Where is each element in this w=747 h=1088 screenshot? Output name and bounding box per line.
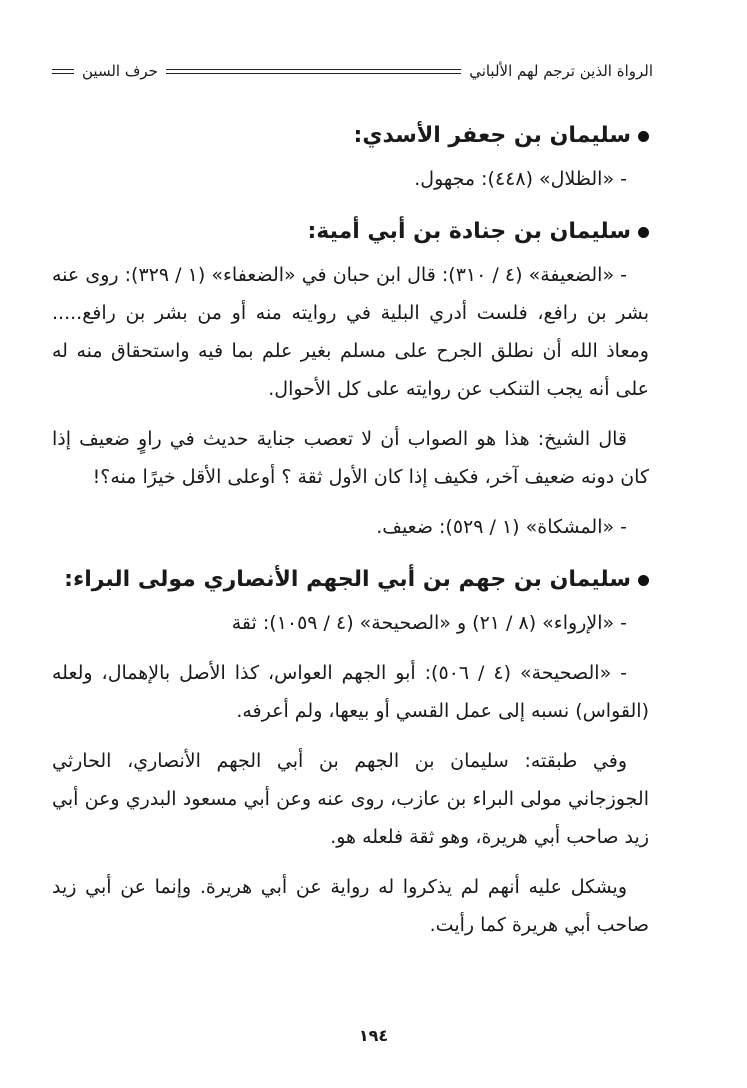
page-body [52,110,649,944]
header-mark [52,69,74,74]
entry-paragraph: - «الظلال» (٤٤٨): مجهول. [414,168,627,190]
header-rule [166,69,461,74]
section-title: حرف السين [82,62,158,80]
entry-heading [52,114,649,158]
entry-heading [52,558,649,602]
entry-paragraph: وفي طبقته: سليمان بن الجهم بن أبي الجهم الأنصاري، الحارثي الجوزجاني مولى البراء بن عازب، روى عنه وعن أبي مسعود البدري وعن أبي زيد صاحب أبي هريرة، وهو ثقة فلعله هو. [52,750,649,848]
entry-name: سليمان بن جهم بن أبي الجهم الأنصاري مولى البراء: [64,567,631,592]
bullet-icon [638,227,649,238]
entry-paragraph: - «الضعيفة» (٤ / ٣١٠): قال ابن حبان في «الضعفاء» (١ / ٣٢٩): روى عنه بشر بن رافع، فلست أدري البلية في روايته منه أو من بشر بن رافع..... ومعاذ الله أن نطلق الجرح على مسلم بغير علم بما فيه واستحقاق منه له على أنه يجب التنكب عن روايته على كل الأحوال. [52,264,649,400]
entry-name: سليمان بن جعفر الأسدي: [353,123,631,148]
entry-paragraph: - «المشكاة» (١ / ٥٢٩): ضعيف. [376,516,627,538]
bullet-icon [638,575,649,586]
running-header [52,58,653,84]
entry-paragraph: ويشكل عليه أنهم لم يذكروا له رواية عن أبي هريرة. وإنما عن أبي زيد صاحب أبي هريرة كما رأيت. [52,876,649,936]
entry-name: سليمان بن جنادة بن أبي أمية: [307,219,631,244]
page-number: ١٩٤ [358,1026,389,1045]
entry-paragraph: - «الإرواء» (٨ / ٢١) و «الصحيحة» (٤ / ١٠٥٩): ثقة [231,612,627,634]
entry-heading [52,210,649,254]
running-title: الرواة الذين ترجم لهم الألباني [469,62,653,80]
entry-paragraph: - «الصحيحة» (٤ / ٥٠٦): أبو الجهم العواس، كذا الأصل بالإهمال، ولعله (القواس) نسبه إلى عمل القسي أو بيعها، ولم أعرفه. [52,662,649,722]
entry-paragraph: قال الشيخ: هذا هو الصواب أن لا تعصب جناية حديث في راوٍ ضعيف إذا كان دونه ضعيف آخر، فكيف إذا كان الأول ثقة ؟ أوعلى الأقل خيرًا منه؟! [52,428,649,488]
bullet-icon [638,131,649,142]
